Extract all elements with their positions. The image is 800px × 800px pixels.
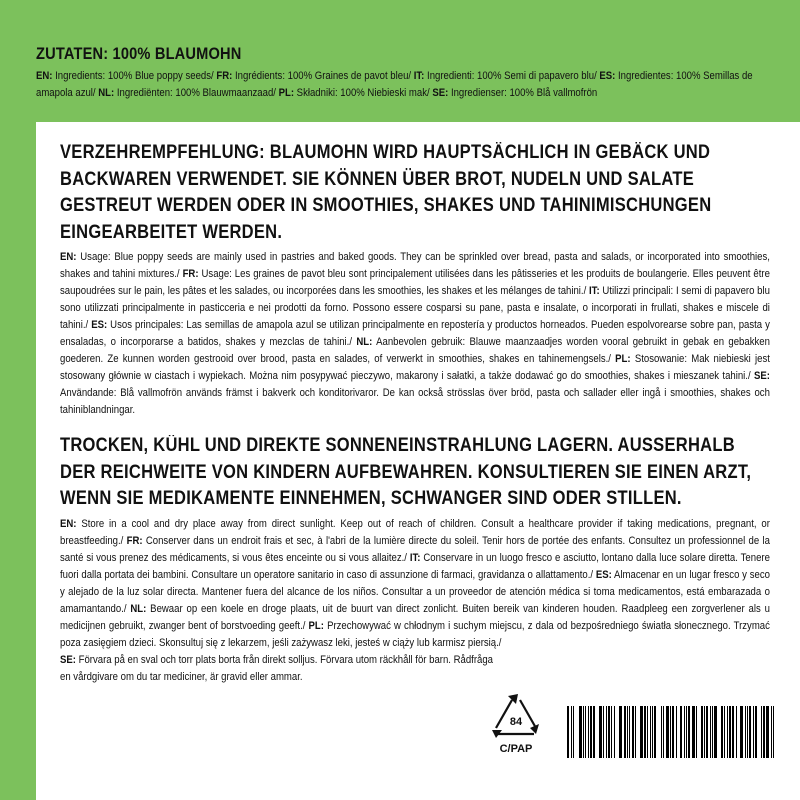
- barcode-bar: [686, 706, 687, 758]
- barcode-bar: [583, 706, 584, 758]
- barcode-bar: [692, 706, 695, 758]
- label-panel-content: [60, 140, 770, 686]
- barcode-bar: [763, 706, 765, 758]
- usage-heading: VERZEHREMPFEHLUNG: BLAUMOHN WIRD HAUPTSÄCHLICH IN GEBÄCK UND BACKWAREN VERWENDET. SIE KÖNNEN ÜBER BROT, NUDELN UND SALATE GESTREUT WERDEN ODER IN SMOOTHIES, SHAKES UND TAHINIMISCHUNGEN EINGEARBEITET WERDEN.: [60, 142, 712, 243]
- lang-code-it: IT:: [409, 551, 421, 564]
- barcode-bar: [599, 706, 602, 758]
- barcode-bar: [658, 706, 660, 758]
- usage-nl: Aanbevolen gebruik: Blauwe maanzaadjes worden vooral gebruikt in gebak en gebakken goederen. Ze kunnen worden gestrooid over brood, pasta en salades, of verwerkt in smoothies, shakes en tahinemengsels./: [60, 336, 770, 365]
- barcode-bar: [712, 706, 713, 758]
- barcode-bar: [721, 706, 723, 758]
- barcode-bar: [761, 706, 762, 758]
- usage-es: Usos principales: Las semillas de amapola azul se utilizan principalmente en repostería y productos horneados. Pueden espolvorearse sobre pan, pasta y ensaladas, o incorporarse a batidos, shakes y mezclas de tahini./: [60, 319, 770, 348]
- lang-code-es: ES:: [599, 70, 616, 82]
- usage-translations: [60, 249, 770, 419]
- storage-heading: TROCKEN, KÜHL UND DIREKTE SONNENEINSTRAHLUNG LAGERN. AUSSERHALB DER REICHWEITE VON KINDERN AUFBEWAHREN. KONSULTIEREN SIE EINEN ARZT, WENN SIE MEDIKAMENTE EINNEHMEN, SCHWANGER SIND ODER STILLEN.: [60, 435, 752, 509]
- barcode-bar: [736, 706, 737, 758]
- barcode-bar: [701, 706, 703, 758]
- usage-it: Utilizzi principali: I semi di papavero blu sono utilizzati principalmente in pasticceria e nei prodotti da forno. Possono essere cosparsi su pane, pasta e insalate, o incorporati in frullati, shakes e miscele di tahini./: [60, 285, 770, 331]
- storage-translation-se: [60, 652, 495, 686]
- lang-code-nl: NL:: [356, 336, 373, 348]
- lang-code-it: IT:: [589, 285, 600, 297]
- storage-translations: [60, 516, 770, 652]
- barcode-bar: [640, 706, 643, 758]
- barcode-bar: [661, 706, 662, 758]
- storage-pl: Przechowywać w chłodnym i suchym miejscu, z dala od bezpośredniego światła słonecznego. Trzymać poza zasięgiem dzieci. Skonsultuj się z lekarzem, jeśli zażywasz leki, jesteś w ciąży lub karmisz piersią./: [60, 619, 770, 649]
- lang-code-se: SE:: [60, 653, 76, 666]
- usage-fr: Usage: Les graines de pavot bleu sont principalement utilisées dans les pâtisseries et les produits de boulangerie. Elles peuvent être saupoudrées sur le pain, les pâtes et les salades, ou incorporées dans les smoothies, les shakes et les mélanges de tahini./: [60, 268, 770, 297]
- storage-fr: Conserver dans un endroit frais et sec, à l'abri de la lumière directe du soleil. Tenir hors de portée des enfants. Consultez un professionnel de la santé si vous prenez des médicaments, si vous êtes enceinte ou si vous allaitez./: [60, 534, 770, 564]
- lang-code-nl: NL:: [98, 87, 115, 99]
- barcode-bar: [652, 706, 653, 758]
- lang-code-se: SE:: [432, 87, 449, 99]
- barcode-bar: [676, 706, 677, 758]
- barcode-bar: [714, 706, 717, 758]
- lang-code-nl: NL:: [130, 602, 147, 615]
- barcode-bar: [745, 706, 746, 758]
- barcode-bar: [740, 706, 743, 758]
- barcode-bar: [635, 706, 636, 758]
- ingredients-se: Ingredienser: 100% Blå vallmofrön: [448, 87, 598, 99]
- barcode-bar: [590, 706, 592, 758]
- usage-se: Användande: Blå vallmofrön används främst i bakverk och konditorivaror. De kan också strösslas över bröd, pasta och sallader eller ingå i smoothies, shakes och tahiniblandningar.: [60, 387, 770, 416]
- barcode: [567, 706, 777, 758]
- storage-it: Conservare in un luogo fresco e asciutto, lontano dalla luce solare diretta. Tenere fuori dalla portata dei bambini. Consultare un operatore sanitario in caso di assunzione di farmaci, gravidanza o allattamento./: [60, 551, 770, 581]
- barcode-bar: [611, 706, 612, 758]
- barcode-bar: [567, 706, 569, 758]
- barcode-bar: [732, 706, 734, 758]
- barcode-bar: [773, 706, 774, 758]
- barcode-bar: [672, 706, 674, 758]
- barcode-bar: [755, 706, 757, 758]
- barcode-bar: [629, 706, 630, 758]
- lang-code-es: ES:: [91, 319, 108, 331]
- ingredients-fr: Ingrédients: 100% Graines de pavot bleu/: [232, 70, 414, 82]
- label-panel: [36, 122, 800, 800]
- barcode-bar: [644, 706, 646, 758]
- barcode-bar: [749, 706, 751, 758]
- barcode-bar: [747, 706, 748, 758]
- barcode-bar: [688, 706, 690, 758]
- ingredients-title: ZUTATEN: 100% BLAUMOHN: [36, 44, 242, 63]
- barcode-bar: [670, 706, 671, 758]
- barcode-bar: [637, 706, 638, 758]
- ingredients-en: Ingredients: 100% Blue poppy seeds/: [52, 70, 217, 82]
- usage-en: Usage: Blue poppy seeds are mainly used in pastries and baked goods. They can be sprinkled over bread, pasta and salads, or incorporated into smoothies, shakes and tahini mixtures./: [60, 251, 770, 280]
- barcode-bar: [729, 706, 731, 758]
- barcode-bar: [698, 706, 699, 758]
- ingredients-nl: Ingrediënten: 100% Blauwmaanzaad/: [114, 87, 279, 99]
- barcode-bar: [597, 706, 598, 758]
- barcode-bar: [724, 706, 725, 758]
- barcode-bar: [593, 706, 595, 758]
- barcode-bar: [624, 706, 626, 758]
- ingredients-es: Ingredientes: 100% Semillas de amapola azul/: [36, 70, 753, 99]
- recycle-label: C/PAP: [499, 743, 533, 755]
- lang-code-pl: PL:: [615, 353, 631, 365]
- usage-pl: Stosowanie: Mak niebieski jest stosowany głównie w ciastach i wypiekach. Można nim posypywać pieczywo, makarony i sałatki, a także dodawać go do smoothies, shakes i mieszanek tahini./: [60, 353, 770, 382]
- storage-en: Store in a cool and dry place away from direct sunlight. Keep out of reach of children. Consult a healthcare provider if taking medications, pregnant, or breastfeeding./: [60, 517, 770, 547]
- barcode-bar: [710, 706, 711, 758]
- lang-code-fr: FR:: [216, 70, 233, 82]
- barcode-bar: [575, 706, 577, 758]
- lang-code-pl: PL:: [308, 619, 324, 632]
- barcode-bar: [614, 706, 615, 758]
- barcode-bar: [571, 706, 572, 758]
- barcode-bar: [678, 706, 679, 758]
- lang-code-es: ES:: [595, 568, 612, 581]
- barcode-bar: [758, 706, 759, 758]
- barcode-bar: [647, 706, 648, 758]
- barcode-bar: [663, 706, 664, 758]
- lang-code-en: EN:: [60, 251, 77, 263]
- barcode-bar: [654, 706, 656, 758]
- barcode-bar: [579, 706, 582, 758]
- ingredients-translations: [36, 68, 776, 102]
- lang-code-fr: FR:: [126, 534, 143, 547]
- barcode-bar: [684, 706, 685, 758]
- storage-nl: Bewaar op een koele en droge plaats, uit de buurt van direct zonlicht. Buiten bereik van kinderen houden. Raadpleeg een zorgverlener als u medicijnen gebruikt, zwanger bent of borstvoeding geeft./: [60, 602, 770, 632]
- lang-code-it: IT:: [413, 70, 425, 82]
- barcode-bar: [680, 706, 682, 758]
- recycle-icon: [486, 690, 546, 760]
- lang-code-en: EN:: [60, 517, 77, 530]
- barcode-bar: [727, 706, 728, 758]
- barcode-bar: [666, 706, 669, 758]
- barcode-bar: [650, 706, 651, 758]
- barcode-bar: [603, 706, 604, 758]
- barcode-bar: [766, 706, 769, 758]
- ingredients-block: [36, 44, 776, 102]
- barcode-bar: [619, 706, 622, 758]
- barcode-bar: [696, 706, 697, 758]
- barcode-bar: [588, 706, 589, 758]
- barcode-bar: [606, 706, 607, 758]
- lang-code-en: EN:: [36, 70, 53, 82]
- barcode-bar: [753, 706, 754, 758]
- lang-code-fr: FR:: [182, 268, 199, 280]
- ingredients-pl: Składniki: 100% Niebieski mak/: [294, 87, 433, 99]
- barcode-bar: [573, 706, 574, 758]
- recycle-number: 84: [509, 716, 523, 728]
- barcode-bar: [627, 706, 628, 758]
- storage-se: Förvara på en sval och torr plats borta från direkt solljus. Förvara utom räckhåll för barn. Rådfråga en vårdgivare om du tar mediciner, är gravid eller ammar.: [60, 653, 493, 683]
- lang-code-se: SE:: [753, 370, 770, 382]
- barcode-bar: [632, 706, 634, 758]
- barcode-bar: [706, 706, 708, 758]
- ingredients-it: Ingredienti: 100% Semi di papavero blu/: [424, 70, 600, 82]
- barcode-bar: [704, 706, 705, 758]
- barcode-bar: [771, 706, 772, 758]
- storage-es: Almacenar en un lugar fresco y seco y alejado de la luz solar directa. Mantener fuera del alcance de los niños. Consultar a un proveedor de atención médica si toma medicamentos, está embarazada o amamantando./: [60, 568, 770, 615]
- barcode-bar: [616, 706, 618, 758]
- barcode-bar: [738, 706, 739, 758]
- barcode-bar: [585, 706, 586, 758]
- lang-code-pl: PL:: [278, 87, 295, 99]
- barcode-bar: [608, 706, 610, 758]
- barcode-bar: [719, 706, 720, 758]
